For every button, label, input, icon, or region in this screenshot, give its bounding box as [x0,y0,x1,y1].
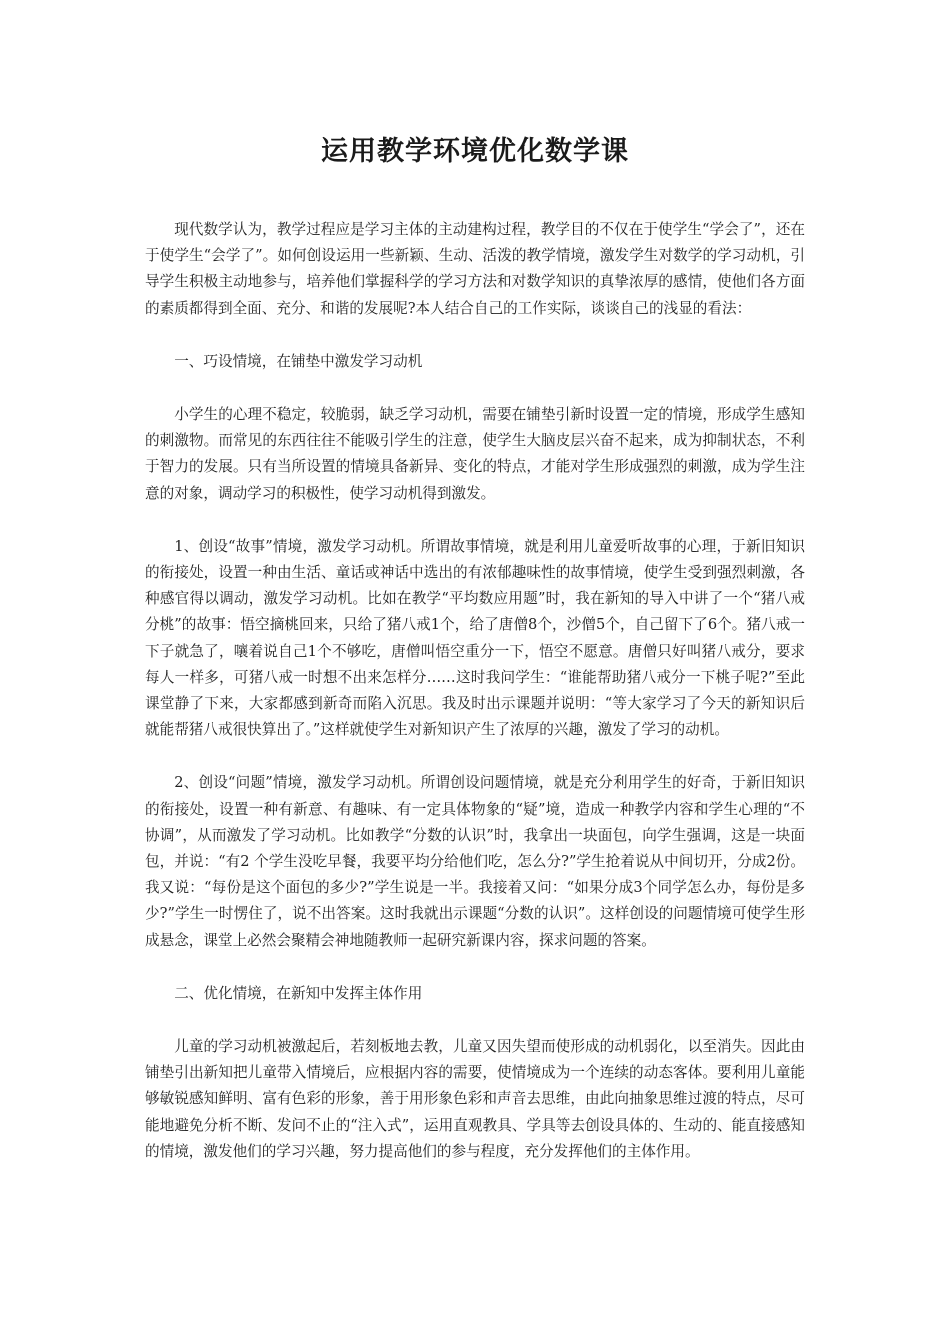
intro-paragraph: 现代数学认为，教学过程应是学习主体的主动建构过程，教学目的不仅在于使学生“学会了”，还在于使学生“会学了”。如何创设运用一些新颖、生动、活泼的教学情境，激发学生对数学的学习动机，引导学生积极主动地参与，培养他们掌握科学的学习方法和对数学知识的真挚浓厚的感情，使他们各方面的素质都得到全面、充分、和谐的发展呢?本人结合自己的工作实际，谈谈自己的浅显的看法： [145,221,805,317]
section-2-paragraph-1: 儿童的学习动机被激起后，若刻板地去教，儿童又因失望而使形成的动机弱化，以至消失。因此由铺垫引出新知把儿童带入情境后，应根据内容的需要，使情境成为一个连续的动态客体。要利用儿童能够敏锐感知鲜明、富有色彩的形象，善于用形象色彩和声音去思维，由此向抽象思维过渡的特点，尽可能地避免分析不断、发问不止的“注入式”，运用直观教具、学具等去创设具体的、生动的、能直接感知的情境，激发他们的学习兴趣，努力提高他们的参与程度，充分发挥他们的主体作用。 [145,1038,805,1160]
section-1-paragraph-2: 1、创设“故事”情境，激发学习动机。所谓故事情境，就是利用儿童爱听故事的心理，于新旧知识的衔接处，设置一种由生活、童话或神话中选出的有浓郁趣味性的故事情境，使学生受到强烈刺激，各种感官得以调动，激发学习动机。比如在教学“平均数应用题”时，我在新知的导入中讲了一个“猪八戒分桃”的故事：悟空摘桃回来，只给了猪八戒1个，给了唐僧8个，沙僧5个，自己留下了6个。猪八戒一下子就急了，嚷着说自己1个不够吃，唐僧叫悟空重分一下，悟空不愿意。唐僧只好叫猪八戒分，要求每人一样多，可猪八戒一时想不出来怎样分……这时我问学生：“谁能帮助猪八戒分一下桃子呢?”至此课堂静了下来，大家都感到新奇而陷入沉思。我及时出示课题并说明：“等大家学习了今天的新知识后就能帮猪八戒很快算出了。”这样就使学生对新知识产生了浓厚的兴趣，激发了学习的动机。 [145,537,805,739]
section-1-heading: 一、巧设情境，在铺垫中激发学习动机 [174,352,423,370]
section-1-paragraph-1: 小学生的心理不稳定，较脆弱，缺乏学习动机，需要在铺垫引新时设置一定的情境，形成学生感知的刺激物。而常见的东西往往不能吸引学生的注意，使学生大脑皮层兴奋不起来，成为抑制状态，不利于智力的发展。只有当所设置的情境具备新异、变化的特点，才能对学生形成强烈的刺激，成为学生注意的对象，调动学习的积极性，使学习动机得到激发。 [145,406,805,502]
section-1-paragraph-3: 2、创设“问题”情境，激发学习动机。所谓创设问题情境，就是充分利用学生的好奇，于新旧知识的衔接处，设置一种有新意、有趣味、有一定具体物象的“疑”境，造成一种教学内容和学生心理的“不协调”，从而激发了学习动机。比如教学“分数的认识”时，我拿出一块面包，向学生强调，这是一块面包，并说：“有2 个学生没吃早餐，我要平均分给他们吃，怎么分?”学生抢着说从中间切开，分成2份。我又说：“每份是这个面包的多少?”学生说是一半。我接着又问：“如果分成3个同学怎么办，每份是多少?”学生一时愣住了，说不出答案。这时我就出示课题“分数的认识”。这样创设的问题情境可使学生形成悬念，课堂上必然会聚精会神地随教师一起研究新课内容，探求问题的答案。 [145,774,805,949]
section-2-heading: 二、优化情境，在新知中发挥主体作用 [174,984,423,1002]
document-title: 运用教学环境优化数学课 [321,136,629,167]
